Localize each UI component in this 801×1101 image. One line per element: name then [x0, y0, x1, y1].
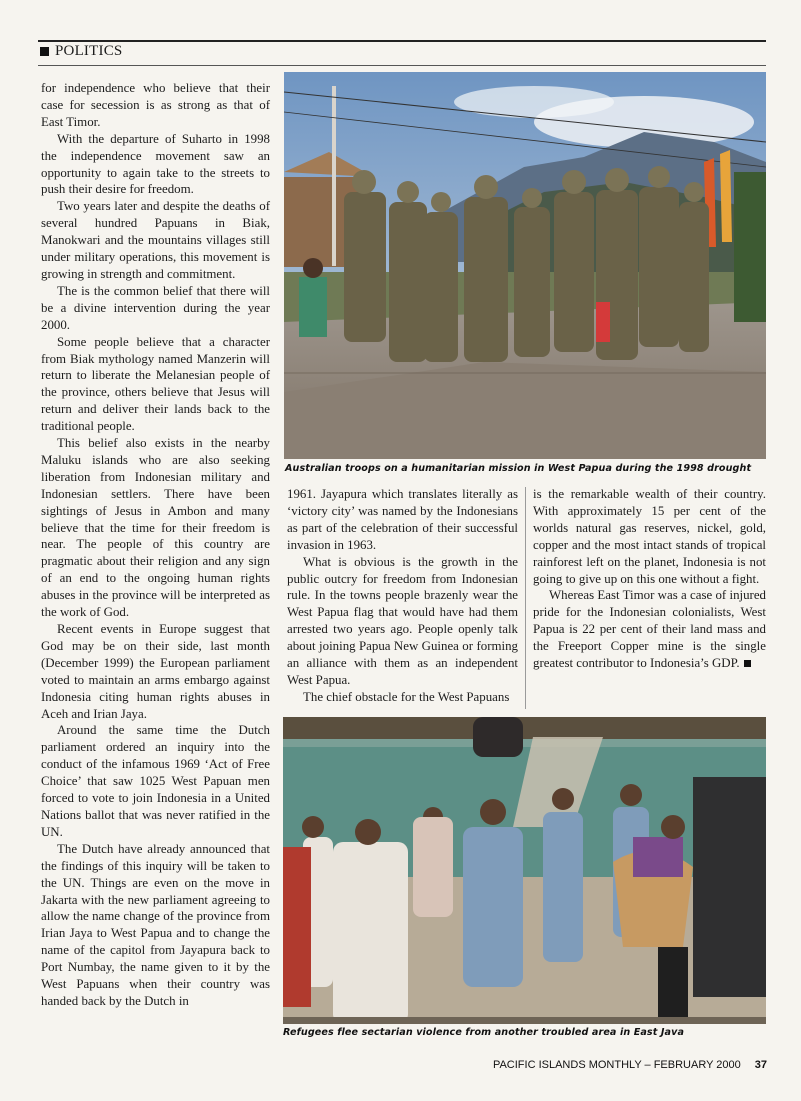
paragraph: Some people believe that a character from Biak mythology named Manzerin will return to liberate the Melanesian people of the province, others believe that Jesus will return and deliver their lands back to the traditional people. [41, 334, 270, 434]
photo-caption-bottom: Refugees flee sectarian violence from another troubled area in East Java [283, 1027, 685, 1038]
section-header [40, 43, 122, 60]
section-square-icon [40, 47, 49, 56]
article-column-2 [287, 486, 518, 706]
paragraph: is the remarkable wealth of their country. With approximately 15 per cent of the worlds natural gas reserves, nickel, gold, copper and the most intact stands of tropical rainforest left on the planet, Indonesia is not going to give up on this one without a fight. [533, 487, 766, 586]
publication-name: PACIFIC ISLANDS MONTHLY – FEBRUARY 2000 [492, 1059, 741, 1071]
end-mark-icon [744, 660, 751, 667]
header-top-rule [38, 40, 766, 42]
photo-caption-top: Australian troops on a humanitarian mission in West Papua during the 1998 drought [285, 463, 752, 474]
paragraph: What is obvious is the growth in the public outcry for freedom from Indonesian rule. In the towns people brazenly wear the West Papua flag that would have had them arrested two years ago. People openly talk about joining Papua New Guinea or forming an alliance with them as an independent West Papua. [287, 554, 518, 687]
paragraph: for independence who believe that their case for secession is as strong as that of East Timor. [41, 81, 270, 129]
paragraph [533, 587, 766, 672]
paragraph: Two years later and despite the deaths of several hundred Papuans in Biak, Manokwari and the mountains villages still under military operations, this movement is growing in strength and commitment. [41, 199, 270, 281]
page-footer [493, 1059, 767, 1071]
photo-australian-troops [284, 72, 766, 459]
paragraph: 1961. Jayapura which translates literally as ‘victory city’ was named by the Indonesians as part of the celebration of their successful invasion in 1963. [287, 487, 518, 552]
paragraph: The Dutch have already announced that the findings of this inquiry will be taken to the UN. Things are even on the move in Jakarta with the new parliament agreeing to allow the name change of the province from Irian Jaya to West Papua and to change the name of the capitol from Jayapura back to Port Numbay, the name given to it by the West Papuans when their country was handed back by the Dutch in [41, 841, 270, 1008]
paragraph: Recent events in Europe suggest that God may be on their side, last month (December 1999) the European parliament voted to maintain an arms embargo against Indonesia citing human rights abuses in Aceh and Irian Jaya. [41, 622, 270, 721]
paragraph: Around the same time the Dutch parliament ordered an inquiry into the conduct of the infamous 1969 ‘Act of Free Choice’ that saw 1025 West Papuan men forced to vote to join Indonesia in a United Nations ballot that was never ratified in the UN. [41, 723, 270, 839]
paragraph: The is the common belief that there will be a divine intervention during the year 2000. [41, 283, 270, 332]
header-bottom-rule [38, 65, 766, 66]
paragraph: The chief obstacle for the West Papuans [303, 689, 510, 704]
page-number: 37 [754, 1059, 767, 1071]
article-column-3 [533, 486, 766, 672]
section-title: POLITICS [55, 43, 123, 59]
photo-refugees [283, 717, 766, 1024]
paragraph: With the departure of Suharto in 1998 the independence movement saw an opportunity to again take to the streets to push their desire for freedom. [41, 131, 270, 197]
paragraph-text: Whereas East Timor was a case of injured pride for the Indonesian colonialists, West Papua is 22 per cent of their land mass and the Freeport Copper mine is the single greatest contributor to Indonesia’s GDP. [533, 588, 766, 671]
paragraph: This belief also exists in the nearby Maluku islands who are also seeking liberation from Indonesian military and Indonesian settlers. There have been sightings of Jesus in Ambon and many believe that the time for their freedom is near. The people of this country are pragmatic about their religion and any sign of an end to the ongoing human rights abuses in the province will be interpreted as the work of God. [41, 436, 270, 620]
column-divider [525, 487, 526, 709]
article-column-1 [41, 80, 270, 1010]
